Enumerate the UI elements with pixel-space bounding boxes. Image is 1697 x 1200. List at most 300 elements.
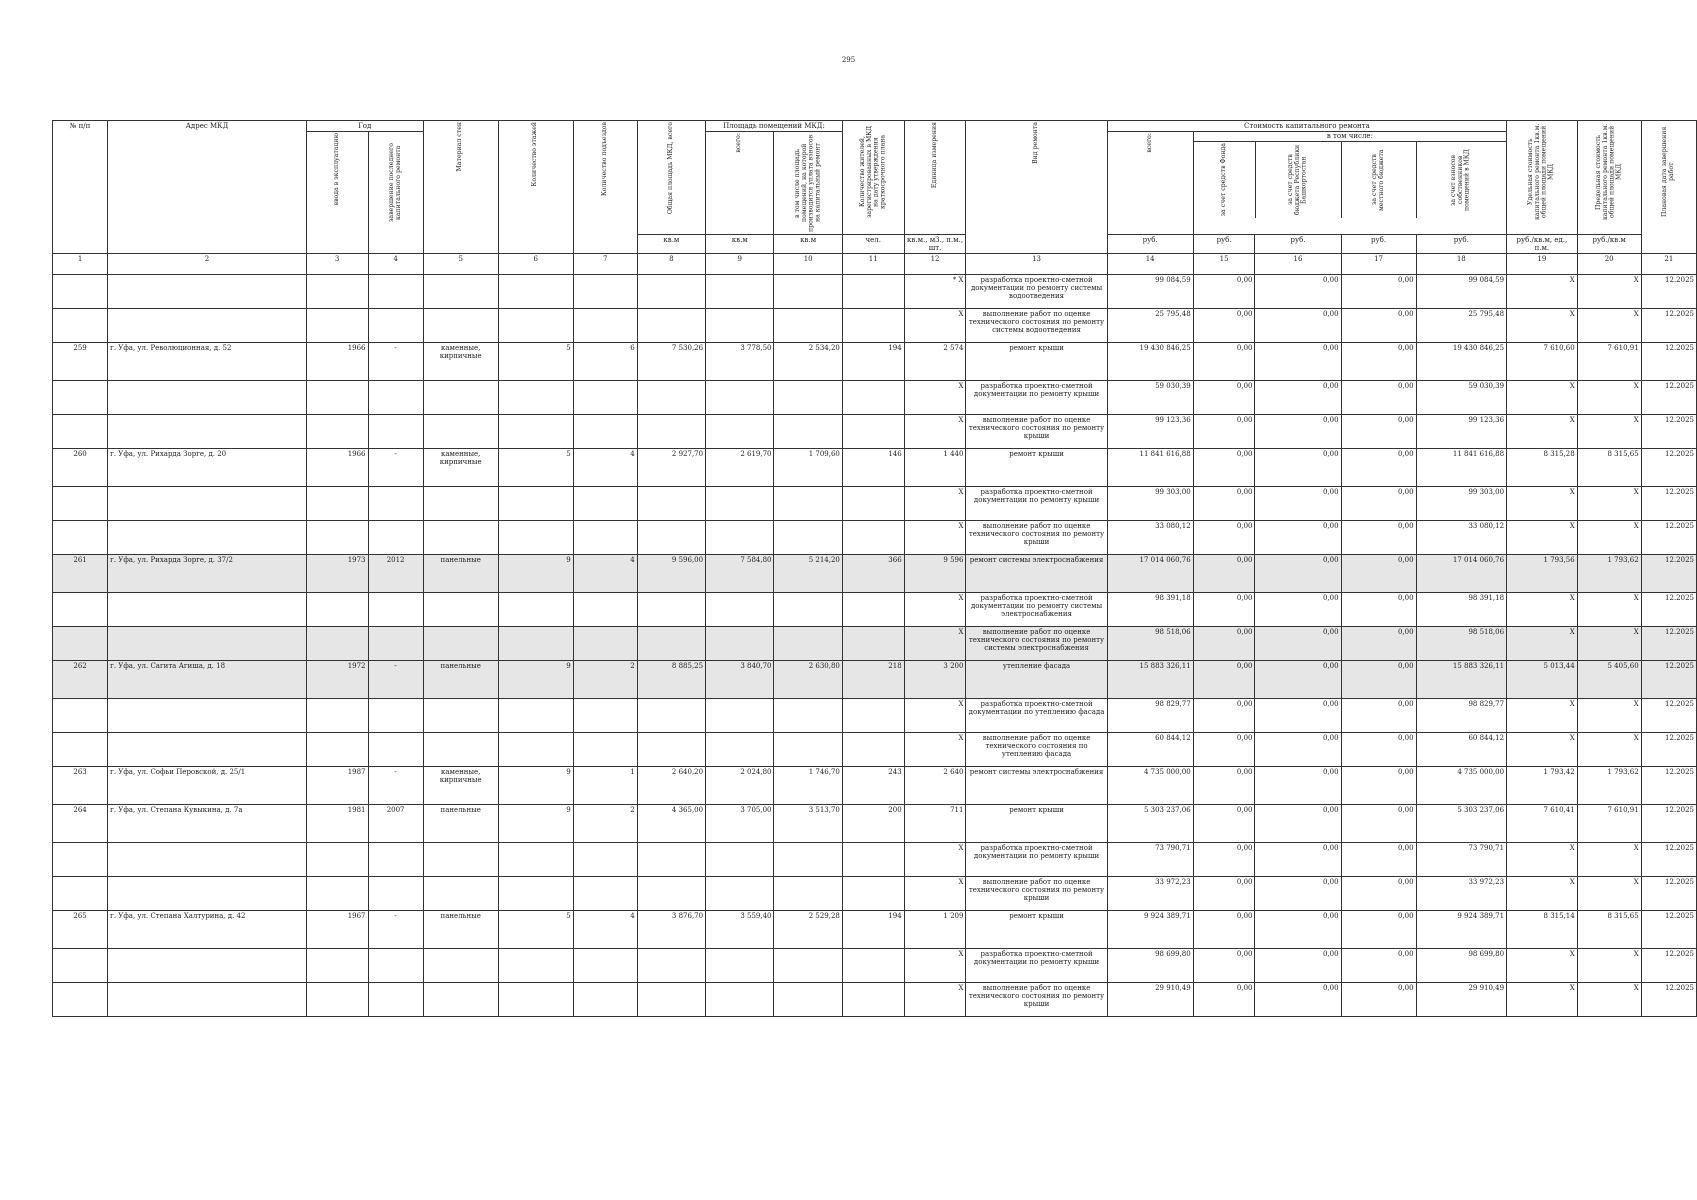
unit-measure: кв.м., м3., п.м., шт. [904,235,966,254]
repair-kind-cell: разработка проектно-сметной документации по ремонту системы водоотведения [966,275,1107,309]
owners-cell: 25 795,48 [1416,309,1507,343]
unit-cell: 1 209 [904,911,966,949]
table-row [53,983,1697,1017]
local-budget-cell: 0,00 [1341,593,1416,627]
year-commission-cell [306,309,368,343]
header-year-last-repair: завершение последнего капитального ремонта [368,132,423,254]
year-repair-cell: - [368,911,423,949]
wall-material-cell [423,521,498,555]
address-cell [108,521,307,555]
row-number: 263 [53,767,108,805]
area-total-cell [706,309,774,343]
cost-total-cell: 5 303 237,06 [1107,805,1193,843]
owners-cell: 73 790,71 [1416,843,1507,877]
wall-material-cell [423,487,498,521]
header-incl: в том числе: [1194,132,1506,142]
year-commission-cell [306,275,368,309]
table-row [53,555,1697,593]
address-cell [108,843,307,877]
cost-total-cell: 98 518,06 [1107,627,1193,661]
table-row [53,487,1697,521]
cost-total-cell: 19 430 846,25 [1107,343,1193,381]
residents-cell: 218 [842,661,904,699]
year-repair-cell [368,521,423,555]
residents-cell [842,381,904,415]
unit-cell: Х [904,487,966,521]
column-number: 3 [306,254,368,275]
area-total-cell [706,877,774,911]
floors-cell [498,983,573,1017]
address-cell [108,877,307,911]
area-total-cell: 2 619,70 [706,449,774,487]
column-number: 12 [904,254,966,275]
planned-date-cell: 12.2025 [1641,949,1696,983]
local-budget-cell: 0,00 [1341,555,1416,593]
rb-budget-cell: 0,00 [1255,733,1341,767]
total-area-cell [637,699,705,733]
year-commission-cell: 1966 [306,343,368,381]
row-number [53,949,108,983]
planned-date-cell: 12.2025 [1641,415,1696,449]
header-year-commission: ввода в эксплуатацию [306,132,368,254]
total-area-cell [637,733,705,767]
row-number [53,415,108,449]
repair-kind-cell: выполнение работ по оценке технического состояния по ремонту крыши [966,521,1107,555]
area-paying-cell [774,627,842,661]
limit-cost-cell: Х [1577,627,1641,661]
fund-cell: 0,00 [1193,381,1255,415]
limit-cost-cell: 8 315,65 [1577,911,1641,949]
table-row [53,661,1697,699]
cost-total-cell: 15 883 326,11 [1107,661,1193,699]
floors-cell: 9 [498,661,573,699]
residents-cell [842,733,904,767]
total-area-cell: 3 876,70 [637,911,705,949]
wall-material-cell [423,309,498,343]
specific-cost-cell: Х [1507,381,1578,415]
entrances-cell [573,521,637,555]
table-row [53,275,1697,309]
floors-cell [498,521,573,555]
planned-date-cell: 12.2025 [1641,805,1696,843]
entrances-cell [573,949,637,983]
cost-total-cell: 9 924 389,71 [1107,911,1193,949]
column-number: 2 [108,254,307,275]
area-paying-cell [774,877,842,911]
year-repair-cell [368,733,423,767]
specific-cost-cell: Х [1507,733,1578,767]
cost-total-cell: 98 829,77 [1107,699,1193,733]
row-number [53,983,108,1017]
header-area-paying: в том числе площадь помещений, на которой производится уплата взносов на капитальный ремонт [774,132,842,235]
specific-cost-cell: Х [1507,415,1578,449]
column-number: 16 [1255,254,1341,275]
row-number: 259 [53,343,108,381]
area-total-cell [706,275,774,309]
specific-cost-cell: 1 793,56 [1507,555,1578,593]
area-paying-cell [774,381,842,415]
fund-cell: 0,00 [1193,843,1255,877]
planned-date-cell: 12.2025 [1641,593,1696,627]
rb-budget-cell: 0,00 [1255,275,1341,309]
year-commission-cell [306,877,368,911]
page-number: 295 [841,56,856,64]
year-commission-cell: 1987 [306,767,368,805]
area-paying-cell [774,487,842,521]
table-row [53,843,1697,877]
planned-date-cell: 12.2025 [1641,843,1696,877]
owners-cell: 4 735 000,00 [1416,767,1507,805]
row-number [53,699,108,733]
rb-budget-cell: 0,00 [1255,767,1341,805]
area-paying-cell [774,949,842,983]
column-number: 6 [498,254,573,275]
owners-cell: 5 303 237,06 [1416,805,1507,843]
year-commission-cell: 1973 [306,555,368,593]
repair-kind-cell: утепление фасада [966,661,1107,699]
column-number: 4 [368,254,423,275]
local-budget-cell: 0,00 [1341,911,1416,949]
limit-cost-cell: Х [1577,699,1641,733]
area-paying-cell [774,521,842,555]
unit-cell: 1 440 [904,449,966,487]
year-commission-cell: 1967 [306,911,368,949]
specific-cost-cell: 8 315,14 [1507,911,1578,949]
owners-cell: 15 883 326,11 [1416,661,1507,699]
unit-fund: руб. [1193,235,1255,254]
owners-cell: 98 699,80 [1416,949,1507,983]
rb-budget-cell: 0,00 [1255,983,1341,1017]
local-budget-cell: 0,00 [1341,949,1416,983]
residents-cell: 243 [842,767,904,805]
local-budget-cell: 0,00 [1341,843,1416,877]
local-budget-cell: 0,00 [1341,805,1416,843]
total-area-cell [637,949,705,983]
specific-cost-cell: Х [1507,521,1578,555]
area-paying-cell: 3 513,70 [774,805,842,843]
row-number: 261 [53,555,108,593]
planned-date-cell: 12.2025 [1641,309,1696,343]
header-address: Адрес МКД [108,121,307,254]
repair-kind-cell: разработка проектно-сметной документации по ремонту системы электроснабжения [966,593,1107,627]
floors-cell [498,487,573,521]
repair-kind-cell: разработка проектно-сметной документации по ремонту крыши [966,949,1107,983]
total-area-cell: 8 885,25 [637,661,705,699]
area-total-cell: 3 840,70 [706,661,774,699]
total-area-cell: 2 927,70 [637,449,705,487]
fund-cell: 0,00 [1193,699,1255,733]
address-cell [108,487,307,521]
table-row [53,309,1697,343]
address-cell: г. Уфа, ул. Сагита Агиша, д. 18 [108,661,307,699]
specific-cost-cell: 7 610,41 [1507,805,1578,843]
address-cell [108,627,307,661]
area-total-cell [706,983,774,1017]
fund-cell: 0,00 [1193,733,1255,767]
total-area-cell [637,983,705,1017]
header-fund: за счет средств Фонда [1194,142,1256,218]
wall-material-cell [423,733,498,767]
fund-cell: 0,00 [1193,275,1255,309]
fund-cell: 0,00 [1193,521,1255,555]
column-number: 10 [774,254,842,275]
year-commission-cell [306,593,368,627]
total-area-cell [637,487,705,521]
entrances-cell [573,593,637,627]
year-repair-cell [368,487,423,521]
specific-cost-cell: 7 610,60 [1507,343,1578,381]
limit-cost-cell: Х [1577,487,1641,521]
entrances-cell [573,983,637,1017]
local-budget-cell: 0,00 [1341,767,1416,805]
column-number: 21 [1641,254,1696,275]
total-area-cell [637,309,705,343]
local-budget-cell: 0,00 [1341,487,1416,521]
limit-cost-cell: 5 405,60 [1577,661,1641,699]
repair-kind-cell: ремонт крыши [966,449,1107,487]
wall-material-cell [423,593,498,627]
repair-kind-cell: разработка проектно-сметной документации по утеплению фасада [966,699,1107,733]
header-cost-group: Стоимость капитального ремонта [1107,121,1506,132]
header-unit: Единица измерения [904,121,966,235]
owners-cell: 17 014 060,76 [1416,555,1507,593]
column-numbers-row [53,254,1697,275]
residents-cell [842,415,904,449]
limit-cost-cell: Х [1577,983,1641,1017]
address-cell: г. Уфа, ул. Степана Халтурина, д. 42 [108,911,307,949]
fund-cell: 0,00 [1193,661,1255,699]
table-row [53,911,1697,949]
owners-cell: 19 430 846,25 [1416,343,1507,381]
repair-kind-cell: выполнение работ по оценке технического состояния по ремонту системы электроснабжения [966,627,1107,661]
specific-cost-cell: Х [1507,983,1578,1017]
total-area-cell [637,627,705,661]
year-commission-cell [306,381,368,415]
repair-kind-cell: разработка проектно-сметной документации по ремонту крыши [966,487,1107,521]
repair-plan-table [52,120,1697,1017]
planned-date-cell: 12.2025 [1641,343,1696,381]
entrances-cell [573,487,637,521]
residents-cell [842,309,904,343]
table-row [53,733,1697,767]
area-total-cell: 2 024,80 [706,767,774,805]
owners-cell: 99 084,59 [1416,275,1507,309]
total-area-cell [637,415,705,449]
header-planned-date: Плановая дата завершения работ [1641,121,1696,254]
floors-cell: 9 [498,555,573,593]
area-total-cell [706,521,774,555]
row-number [53,843,108,877]
fund-cell: 0,00 [1193,911,1255,949]
fund-cell: 0,00 [1193,627,1255,661]
rb-budget-cell: 0,00 [1255,699,1341,733]
unit-area: кв.м [637,235,705,254]
year-commission-cell [306,843,368,877]
table-row [53,877,1697,911]
area-total-cell [706,593,774,627]
cost-total-cell: 11 841 616,88 [1107,449,1193,487]
total-area-cell: 4 365,00 [637,805,705,843]
wall-material-cell: панельные [423,555,498,593]
total-area-cell [637,877,705,911]
entrances-cell [573,843,637,877]
year-repair-cell [368,275,423,309]
cost-total-cell: 98 391,18 [1107,593,1193,627]
row-number [53,381,108,415]
entrances-cell [573,415,637,449]
wall-material-cell: панельные [423,661,498,699]
wall-material-cell [423,949,498,983]
residents-cell [842,843,904,877]
address-cell [108,733,307,767]
year-repair-cell [368,593,423,627]
specific-cost-cell: Х [1507,487,1578,521]
address-cell [108,949,307,983]
entrances-cell [573,275,637,309]
unit-cell: Х [904,699,966,733]
column-number: 15 [1193,254,1255,275]
local-budget-cell: 0,00 [1341,415,1416,449]
year-repair-cell: - [368,449,423,487]
year-commission-cell: 1981 [306,805,368,843]
total-area-cell [637,381,705,415]
residents-cell [842,983,904,1017]
entrances-cell: 4 [573,911,637,949]
area-total-cell [706,699,774,733]
year-repair-cell: 2012 [368,555,423,593]
local-budget-cell: 0,00 [1341,699,1416,733]
column-number: 11 [842,254,904,275]
unit-cell: 711 [904,805,966,843]
unit-cell: Х [904,843,966,877]
repair-kind-cell: выполнение работ по оценке технического состояния по ремонту крыши [966,983,1107,1017]
unit-cell: * Х [904,275,966,309]
area-paying-cell: 2 529,28 [774,911,842,949]
header-area-group: Площадь помещений МКД: [706,121,843,132]
header-owners: за счет взносов собственников помещений в МКД [1450,149,1471,211]
cost-total-cell: 33 080,12 [1107,521,1193,555]
floors-cell [498,627,573,661]
table-row [53,699,1697,733]
year-commission-cell: 1972 [306,661,368,699]
rb-budget-cell: 0,00 [1255,449,1341,487]
year-repair-cell [368,843,423,877]
column-number: 18 [1416,254,1507,275]
specific-cost-cell: 5 013,44 [1507,661,1578,699]
area-total-cell [706,949,774,983]
local-budget-cell: 0,00 [1341,343,1416,381]
rb-budget-cell: 0,00 [1255,343,1341,381]
unit-cell: Х [904,381,966,415]
repair-kind-cell: ремонт крыши [966,911,1107,949]
area-total-cell [706,487,774,521]
area-paying-cell [774,699,842,733]
year-repair-cell [368,415,423,449]
row-number [53,877,108,911]
column-number: 5 [423,254,498,275]
fund-cell: 0,00 [1193,877,1255,911]
repair-kind-cell: ремонт системы электроснабжения [966,555,1107,593]
wall-material-cell [423,381,498,415]
owners-cell: 59 030,39 [1416,381,1507,415]
unit-area-total: кв.м [706,235,774,254]
unit-cell: 2 640 [904,767,966,805]
table-row [53,949,1697,983]
fund-cell: 0,00 [1193,555,1255,593]
floors-cell [498,877,573,911]
repair-kind-cell: выполнение работ по оценке технического состояния по ремонту крыши [966,415,1107,449]
limit-cost-cell: Х [1577,949,1641,983]
fund-cell: 0,00 [1193,805,1255,843]
year-commission-cell [306,733,368,767]
local-budget-cell: 0,00 [1341,309,1416,343]
planned-date-cell: 12.2025 [1641,521,1696,555]
owners-cell: 11 841 616,88 [1416,449,1507,487]
row-number: 260 [53,449,108,487]
repair-kind-cell: разработка проектно-сметной документации по ремонту крыши [966,843,1107,877]
year-repair-cell: - [368,343,423,381]
cost-total-cell: 4 735 000,00 [1107,767,1193,805]
area-paying-cell [774,415,842,449]
header-year-group: Год [306,121,423,132]
entrances-cell [573,627,637,661]
local-budget-cell: 0,00 [1341,733,1416,767]
specific-cost-cell: Х [1507,843,1578,877]
limit-cost-cell: Х [1577,877,1641,911]
specific-cost-cell: Х [1507,877,1578,911]
floors-cell [498,699,573,733]
header-incl-wrap [1193,132,1506,235]
column-number: 8 [637,254,705,275]
floors-cell [498,309,573,343]
specific-cost-cell: Х [1507,949,1578,983]
cost-total-cell: 60 844,12 [1107,733,1193,767]
unit-local-budget: руб. [1341,235,1416,254]
specific-cost-cell: Х [1507,627,1578,661]
address-cell: г. Уфа, ул. Степана Кувыкина, д. 7а [108,805,307,843]
table-row [53,449,1697,487]
rb-budget-cell: 0,00 [1255,627,1341,661]
wall-material-cell [423,415,498,449]
year-commission-cell [306,699,368,733]
residents-cell [842,949,904,983]
area-total-cell: 3 705,00 [706,805,774,843]
header-limit-cost: Предельная стоимость капитального ремонта 1кв.м. общей площади помещений МКД [1577,121,1641,235]
specific-cost-cell: 1 793,42 [1507,767,1578,805]
unit-cell: Х [904,521,966,555]
planned-date-cell: 12.2025 [1641,911,1696,949]
area-paying-cell: 1 746,70 [774,767,842,805]
area-paying-cell [774,733,842,767]
area-paying-cell [774,843,842,877]
column-number: 19 [1507,254,1578,275]
entrances-cell: 2 [573,661,637,699]
header-specific-cost: Удельная стоимость капитального ремонта 1кв.м. общей площади помещений МКД [1507,121,1578,235]
cost-total-cell: 33 972,23 [1107,877,1193,911]
entrances-cell: 2 [573,805,637,843]
total-area-cell [637,275,705,309]
unit-cell: Х [904,877,966,911]
rb-budget-cell: 0,00 [1255,521,1341,555]
cost-total-cell: 73 790,71 [1107,843,1193,877]
residents-cell: 194 [842,343,904,381]
floors-cell [498,949,573,983]
area-total-cell [706,627,774,661]
wall-material-cell: панельные [423,911,498,949]
wall-material-cell: каменные, кирпичные [423,449,498,487]
rb-budget-cell: 0,00 [1255,487,1341,521]
column-number: 13 [966,254,1107,275]
